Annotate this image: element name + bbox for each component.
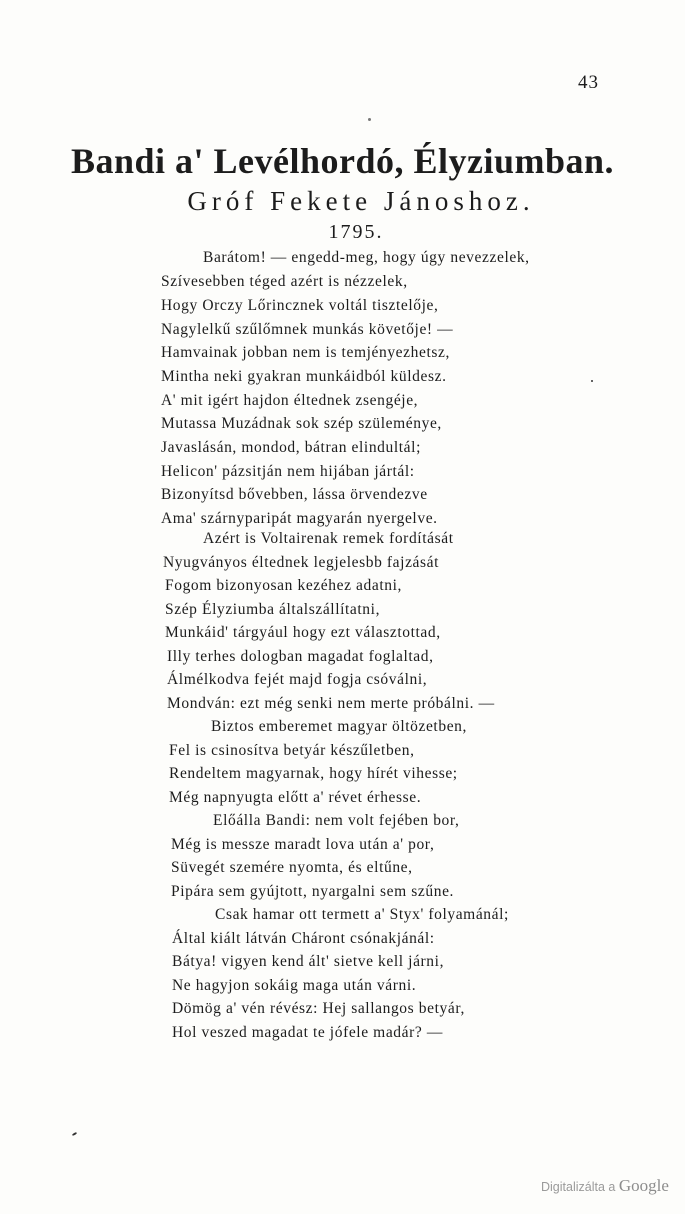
poem-line: Hogy Orczy Lőrincznek voltál tisztelője, (161, 297, 439, 314)
poem-line: Mutassa Muzádnak sok szép szüleménye, (161, 415, 442, 432)
poem-line: Bizonyítsd bővebben, lássa örvendezve (161, 486, 428, 503)
google-logo: Google (618, 1176, 669, 1195)
poem-line: Fel is csinosítva betyár készűletben, (169, 742, 415, 759)
poem-year: 1795. (328, 221, 384, 243)
poem-line: Javaslásán, mondod, bátran elindultál; (161, 439, 421, 456)
poem-line: A' mit igért hajdon éltednek zsengéje, (161, 392, 419, 409)
poem-line: Illy terhes dologban magadat foglaltad, (167, 648, 434, 665)
poem-title: Bandi a' Levélhordó, Élyziumban. (70, 141, 615, 181)
poem-line: Előálla Bandi: nem volt fejében bor, (213, 812, 460, 829)
poem-line: Által kiált látván Cháront csónakjánál: (172, 930, 435, 947)
scan-speck (591, 380, 593, 382)
poem-body (0, 248, 685, 1041)
poem-line: Fogom bizonyosan kezéhez adatni, (165, 577, 402, 594)
poem-line: Bátya! vigyen kend ált' sietve kell járni, (172, 953, 445, 970)
poem-line: Pipára sem gyújtott, nyargalni sem szűne. (171, 883, 455, 900)
poem-line: Süvegét szemére nyomta, és eltűne, (171, 859, 413, 876)
poem-line: Mintha neki gyakran munkáidból küldesz. (161, 368, 447, 385)
poem-line: Mondván: ezt még senki nem merte próbálni. — (167, 695, 495, 712)
poem-line: Még napnyugta előtt a' révet érhesse. (169, 789, 422, 806)
poem-line: Dömög a' vén révész: Hej sallangos betyár, (172, 1000, 465, 1017)
poem-line: Hol veszed magadat te jófele madár? — (172, 1024, 443, 1041)
poem-dedication: Gróf Fekete Jánoshoz. (187, 186, 535, 216)
poem-line: Hamvainak jobban nem is temjényezhetsz, (161, 344, 450, 361)
poem-line: Álmélkodva fejét majd fogja csóválni, (167, 671, 428, 688)
poem-line: Még is messze maradt lova után a' por, (171, 836, 435, 853)
page-number: 43 (578, 72, 599, 93)
poem-line: Nyugványos éltednek legjelesbb fajzását (163, 554, 440, 571)
poem-line: Munkáid' tárgyául hogy ezt választottad, (165, 624, 441, 641)
digitization-credit-text: Digitalizálta a (541, 1180, 616, 1194)
scan-speck (72, 1132, 77, 1136)
poem-line: Biztos emberemet magyar öltözetben, (211, 718, 467, 735)
poem-line: Csak hamar ott termett a' Styx' folyamánál; (215, 906, 509, 923)
poem-line: Azért is Voltairenak remek fordítását (203, 530, 454, 547)
scan-speck (368, 118, 371, 121)
poem-line: Barátom! — engedd-meg, hogy úgy nevezzelek, (203, 249, 530, 266)
digitization-credit (541, 1176, 669, 1196)
poem-line: Nagylelkű szűlőmnek munkás követője! — (161, 321, 454, 338)
poem-line: Szívesebben téged azért is nézzelek, (161, 273, 408, 290)
poem-line: Rendeltem magyarnak, hogy hírét vihesse; (169, 765, 458, 782)
poem-line: Helicon' pázsitján nem hijában jártál: (161, 463, 415, 480)
poem-line: Ama' szárnyparipát magyarán nyergelve. (161, 510, 438, 527)
poem-line: Ne hagyjon sokáig maga után várni. (172, 977, 417, 994)
poem-line: Szép Élyziumba általszállítatni, (165, 601, 381, 618)
